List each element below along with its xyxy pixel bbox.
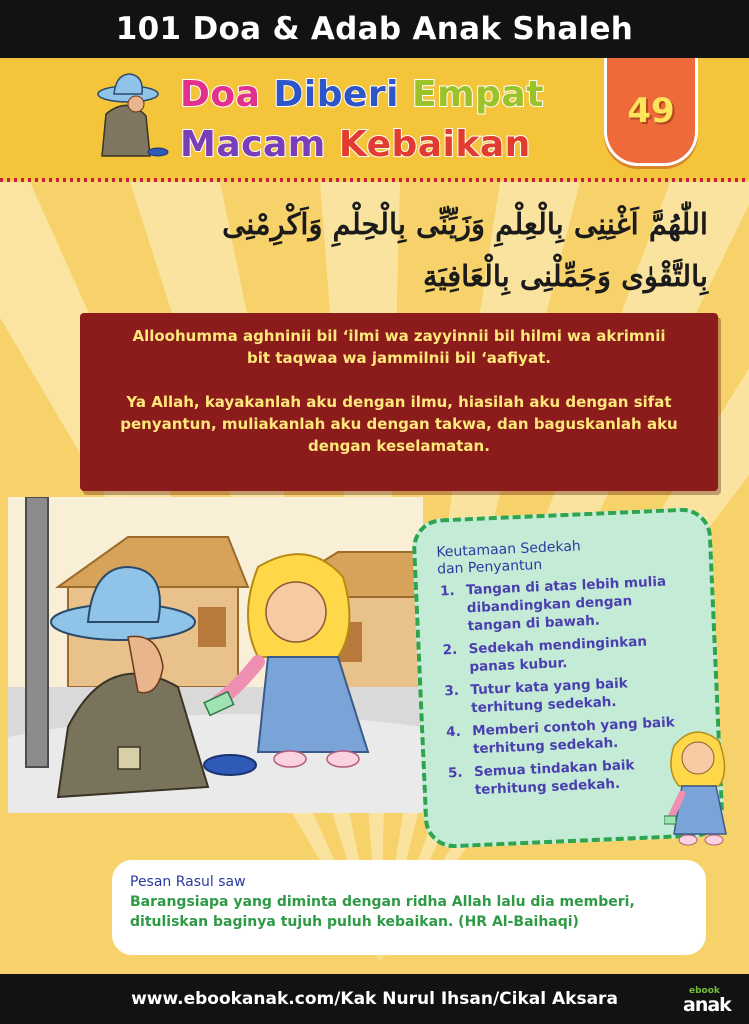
item-text: Tutur kata yang baik terhitung sedekah. <box>470 675 629 717</box>
card-heading-line: dan Penyantun <box>436 557 543 578</box>
translation-line: Ya Allah, kayakanlah aku dengan ilmu, hiasilah aku dengan sifat <box>126 393 672 411</box>
translation <box>98 391 700 457</box>
title-word-diberi: Diberi <box>273 74 399 115</box>
logo-big-text: anak <box>683 994 731 1016</box>
footer-bar <box>0 974 749 1024</box>
girl-icon <box>664 716 734 856</box>
item-number: 1. <box>439 582 455 600</box>
item-number: 5. <box>447 764 463 782</box>
card-heading <box>436 538 582 578</box>
lesson-number-badge <box>604 58 698 166</box>
footer-url[interactable]: www.ebookanak.com/Kak Nurul Ihsan/Cikal Aksara <box>131 989 618 1009</box>
list-item <box>444 672 695 719</box>
list-item <box>442 631 693 678</box>
card-heading-line: Keutamaan Sedekah <box>436 538 582 561</box>
book-title: 101 Doa & Adab Anak Shaleh <box>115 11 634 47</box>
title-word-doa: Doa <box>180 74 261 115</box>
item-number: 2. <box>442 641 458 659</box>
list-item <box>446 712 697 759</box>
title-word-macam: Macam <box>180 124 326 165</box>
prayer-box <box>80 313 718 491</box>
hadith-line: dituliskan baginya tujuh puluh kebaikan. (HR Al-Baihaqi) <box>130 914 579 930</box>
hadith-box <box>112 860 706 955</box>
translation-line: penyantun, muliakanlah aku dengan takwa, dan baguskanlah aku <box>120 415 678 433</box>
list-item <box>440 572 692 637</box>
item-number: 4. <box>445 723 462 741</box>
list-item <box>448 753 699 800</box>
item-text: Tangan di atas lebih mulia dibandingkan dengan tangan di bawah. <box>465 573 667 635</box>
arabic-prayer: اللّٰهُمَّ اَغْنِنِى بِالْعِلْمِ وَزَيِّنِّى بِالْحِلْمِ وَاَكْرِمْنِى بِالتَّقْوٰى وَجَمِّلْنِى بِالْعَافِيَةِ <box>222 207 708 293</box>
charity-illustration <box>8 497 423 813</box>
transliteration-line: bit taqwaa wa jammilnii bil ‘aafiyat. <box>247 349 551 367</box>
hadith-heading: Pesan Rasul saw <box>130 874 246 890</box>
ebookanak-logo <box>683 986 739 1016</box>
lesson-title-line1 <box>180 74 544 115</box>
lesson-number: 49 <box>627 90 675 131</box>
item-number: 3. <box>444 682 460 700</box>
beggar-icon <box>88 64 170 164</box>
item-text: Memberi contoh yang baik terhitung sedekah. <box>471 714 676 758</box>
virtues-list <box>440 572 699 806</box>
logo-small-text: ebook <box>689 986 720 996</box>
title-word-kebaikan: Kebaikan <box>338 124 531 165</box>
lesson-title-line2 <box>180 124 531 165</box>
title-word-empat: Empat <box>412 74 544 115</box>
transliteration <box>98 325 700 369</box>
hadith-line: Barangsiapa yang diminta dengan ridha Allah lalu dia memberi, <box>130 894 635 910</box>
translation-line: dengan keselamatan. <box>308 437 490 455</box>
dotted-divider <box>0 178 749 182</box>
header-bar <box>0 0 749 58</box>
item-text: Semua tindakan baik terhitung sedekah. <box>473 757 635 799</box>
transliteration-line: Alloohumma aghninii bil ‘ilmi wa zayyinnii bil hilmi wa akrimnii <box>132 327 666 345</box>
item-text: Sedekah mendinginkan panas kubur. <box>468 633 648 676</box>
